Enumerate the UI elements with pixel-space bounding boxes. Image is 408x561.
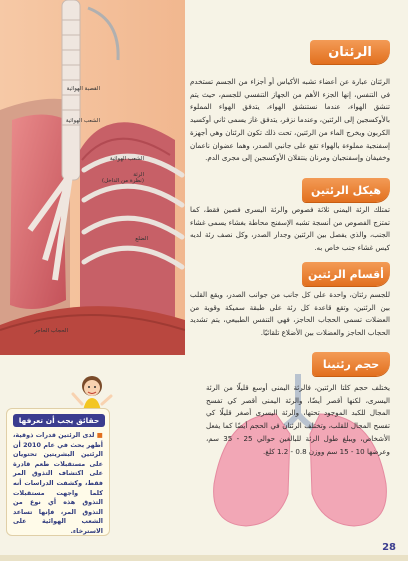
- footer-strip: [0, 555, 408, 561]
- fact-box-body: لدى الرئتين قدرات ذوقية، أظهر بحث في عام 2010 أن الرئتين البشريتين تحتويان على مستقبلات طعم قادرة على اكتشاف التذوق المر فقط، وكشفت الدراسات أنه كلما واجهت مستقبلات التذوق هذه أي نوع من التذوق المر، فإنها تساعد الشعب الهوائية على الاسترخاء.: [13, 431, 103, 535]
- divisions-paragraph: للجسم رئتان، واحدة على كل جانب من جوانب الصدر، ويقع القلب بين الرئتين، وتقع قاعدة كل رئة على طبقة سميكة وقوية من العضلات تسمى الحجاب الحاجز، فهي التنفس الطبيعي، يتم تشديد الحجاب الحاجز والعضلات بين الأضلاع تلقائيًا.: [190, 290, 390, 338]
- label-lung-note: (نظرة من الداخل): [101, 178, 144, 185]
- chest-anatomy-illustration: [0, 0, 185, 355]
- fact-bullet-icon: ■: [96, 431, 103, 439]
- label-lung: [96, 172, 144, 185]
- page-number: 28: [382, 542, 396, 553]
- fact-box-text: [13, 431, 103, 537]
- size-paragraph: يختلف حجم كلتا الرئتين، فالرئة اليمنى أوسع قليلًا من الرئة اليسرى، لكنها أقصر أيضًا، والرئة اليمنى أقصر كي تفسح المجال للكبد الموجود تحتها، والرئة اليسرى أصغر قليلًا كي تفسح المجال للقلب، وتختلف الرئتان في الحجم أيضًا كما يفعل الأشخاص، ويبلغ طول الرئة للبالغين حوالي 25 - 35 سم، وعرضها 10 - 15 سم ووزن 0.8 - 1.2 كلغ.: [206, 383, 390, 456]
- structure-heading: هيكل الرئتين: [302, 178, 390, 202]
- label-trachea: القصبة الهوائية: [66, 86, 100, 92]
- label-rib: الضلع: [135, 236, 148, 242]
- divisions-heading: أقسام الرئتين: [302, 262, 390, 286]
- size-heading: حجم رئتينا: [312, 352, 390, 376]
- label-lung-name: الرئة: [133, 172, 144, 178]
- label-bronchi: الشعب الهوائية: [109, 156, 144, 162]
- structure-paragraph: تمتلك الرئة اليمنى ثلاثة فصوص والرئة اليسرى فصين فقط، كما تمتزج الفصوص من أنسجة تشبه الإسفنج محاطة بغشاء يسمى غشاء الجنب، والذي يفصل بين الرئتين وجدار الصدر، وكل نصف رئة لديه كيس غشاء جنب خاص به.: [190, 205, 390, 253]
- fact-box-title: حقائق يجب أن تعرفها: [13, 414, 105, 427]
- intro-paragraph: الرئتان عبارة عن أعضاء تشبه الأكياس أو أجزاء من الجسم تستخدم في التنفس، إنها الجزء الأهم من الجهاز التنفسي للجسم، حيث يتم تنشق الهواء، عندما نستنشق الهواء، يتدفق الهواء المملوء بالأوكسجين إلى الرئتين، وعندما نزفر، يتدفق غاز يسمى ثاني أوكسيد الكربون ويخرج الماء من الرئتين، تحت ذلك تكون الرئتان وهي أجهزة إسفنجية مملوءة بالهواء تقع على جانبي الصدر، وهما عضوان ناعمان وخفيفان وإسفنجيان ومرنان ينتقلان الأوكسجين إلى مجرى الدم.: [190, 77, 390, 163]
- label-bronchus: الشعب الهوائية: [65, 118, 100, 124]
- fact-box: [6, 408, 110, 536]
- page-title: الرئتان: [310, 40, 390, 64]
- label-diaphragm: الحجاب الحاجز: [34, 328, 68, 334]
